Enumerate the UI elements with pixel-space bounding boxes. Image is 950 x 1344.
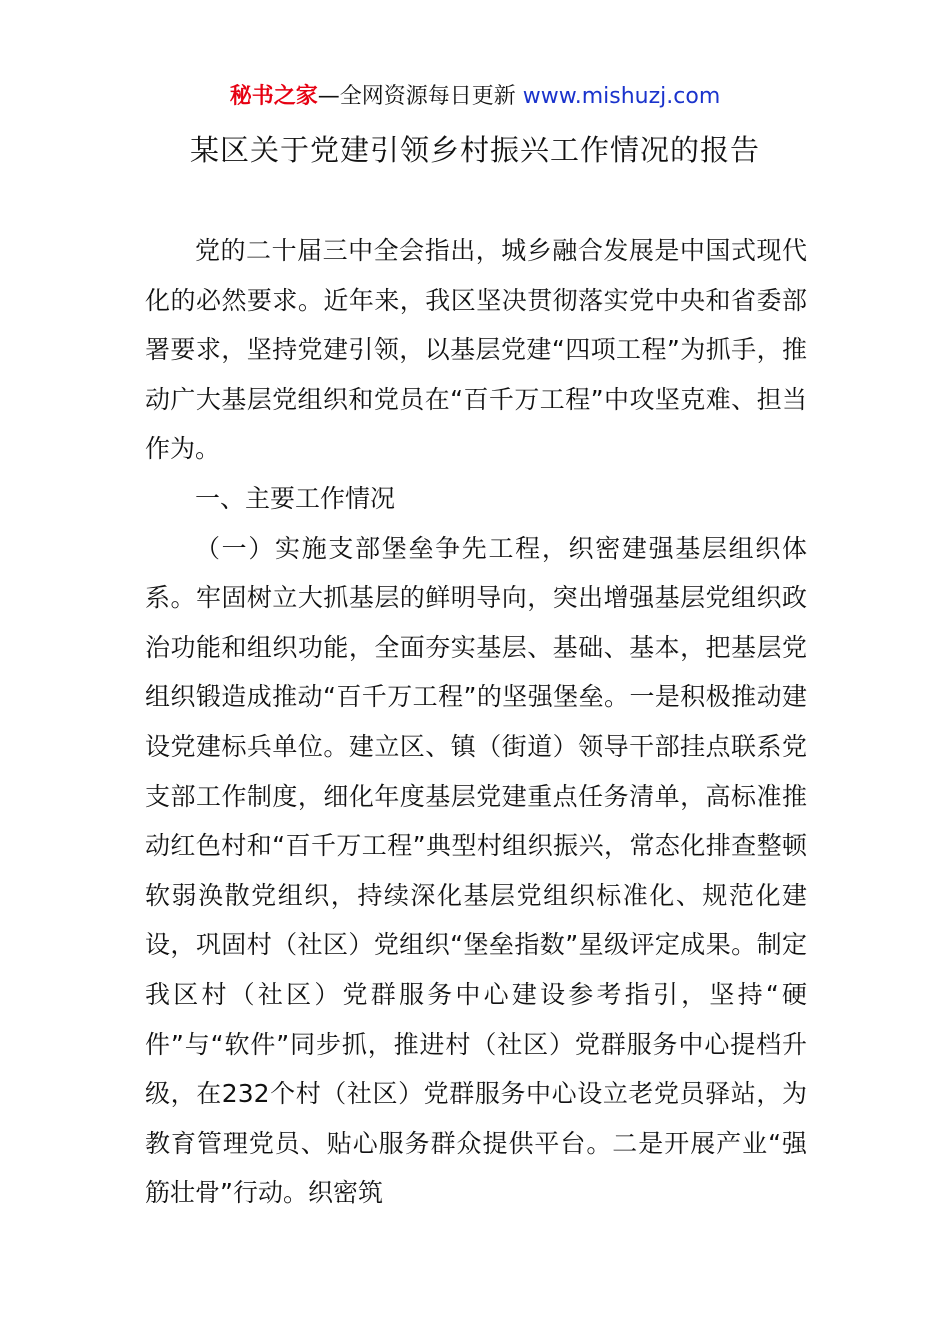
document-title: 某区关于党建引领乡村振兴工作情况的报告 xyxy=(189,133,760,167)
paragraph-section-1: （一）实施支部堡垒争先工程，织密建强基层组织体系。牢固树立大抓基层的鲜明导向，突出增强基层党组织政治功能和组织功能，全面夯实基层、基础、基本，把基层党组织锻造成推动“百千万工程”的坚强堡垒。一是积极推动建设党建标兵单位。建立区、镇（街道）领导干部挂点联系党支部工作制度，细化年度基层党建重点任务清单，高标准推动红色村和“百千万工程”典型村组织振兴，常态化排查整顿软弱涣散党组织，持续深化基层党组织标准化、规范化建设，巩固村（社区）党组织“堡垒指数”星级评定成果。制定我区村（社区）党群服务中心建设参考指引，坚持“硬件”与“软件”同步抓，推进村（社区）党群服务中心提档升级，在232个村（社区）党群服务中心设立老党员驿站，为教育管理党员、贴心服务群众提供平台。二是开展产业“强筋壮骨”行动。织密筑 xyxy=(145,533,807,1208)
section-heading: 一、主要工作情况 xyxy=(195,483,396,513)
site-header xyxy=(0,82,950,112)
document-body xyxy=(145,226,807,1218)
site-slogan: —全网资源每日更新 xyxy=(317,84,523,109)
site-url-link[interactable]: www.mishuzj.com xyxy=(522,84,721,109)
site-brand: 秘书之家 xyxy=(229,84,318,109)
paragraph-intro: 党的二十届三中全会指出，城乡融合发展是中国式现代化的必然要求。近年来，我区坚决贯彻落实党中央和省委部署要求，坚持党建引领，以基层党建“四项工程”为抓手，推动广大基层党组织和党员在“百千万工程”中攻坚克难、担当作为。 xyxy=(145,236,807,464)
